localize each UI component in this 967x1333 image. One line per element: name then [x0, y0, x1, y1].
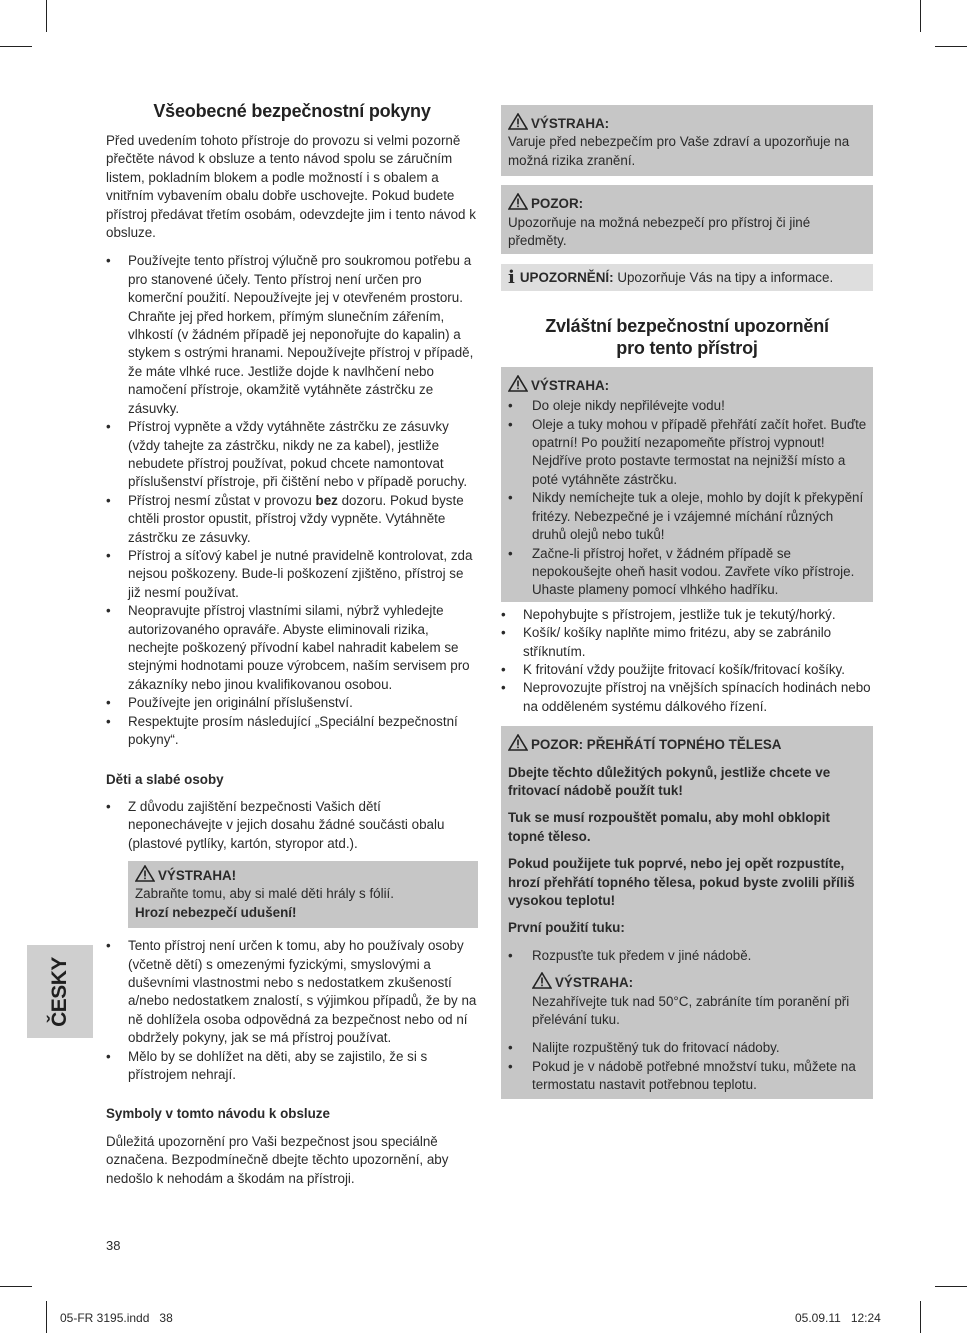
warning-triangle-icon — [135, 865, 155, 882]
vystraha-label: VÝSTRAHA: — [531, 116, 610, 131]
special-warning-box — [501, 367, 873, 602]
list-item: • Nalijte rozpuštěný tuk do fritovací nádoby. — [508, 1039, 867, 1057]
list-item: • Používejte jen originální příslušenství. — [106, 694, 478, 712]
crop-mark — [0, 46, 32, 47]
crop-mark — [935, 1286, 967, 1287]
left-column — [106, 100, 478, 1188]
list-item: • Přístroj vypněte a vždy vytáhněte zástrčku ze zásuvky (vždy tahejte za zástrčku, nikdy ne za kabel), jestliže nebudete přístroj používat, pokud chcete namontovat příslušenství přístroje, při čištění nebo v případě poruchy. — [106, 418, 478, 492]
warning-triangle-icon — [532, 972, 552, 989]
list-item: • Z důvodu zajištění bezpečnosti Vašich dětí neponechávejte v jejich dosahu žádné součásti obalu (plastové pytlíky, kartón, styropor atd.). — [106, 798, 478, 853]
first-use-list — [508, 947, 867, 965]
crop-mark — [46, 1301, 47, 1333]
overheat-box — [501, 726, 873, 1099]
caution-triangle-icon — [508, 193, 528, 210]
crop-mark — [46, 0, 47, 32]
info-icon: i — [508, 267, 515, 289]
language-tab — [27, 945, 93, 1038]
special-warning-label: VÝSTRAHA: — [531, 377, 610, 393]
intro-paragraph: Před uvedením tohoto přístroje do provozu si velmi pozorně přečtěte návod k obsluze a tento návod spolu se záručním listem, pokladním blokem a podle možností i s obalem a vnitřním vybavením obalu dobře uschovejte. Pokud budete přístroj předávat třetím osobám, odevzdejte jim i tento návod k obsluze. — [106, 133, 476, 241]
plain-bullet-list — [501, 606, 873, 716]
pozor-box — [501, 185, 873, 254]
upozorneni-text: Upozorňuje Vás na tipy a informace. — [613, 270, 834, 286]
warning-triangle-icon — [508, 375, 528, 392]
list-item: • K fritování vždy použijte fritovací košík/fritovací košíky. — [501, 661, 873, 679]
footer-file-info: 05-FR 3195.indd 38 — [60, 1311, 173, 1325]
overheat-label: POZOR: PŘEHŘÁTÍ TOPNÉHO TĚLESA — [531, 737, 782, 753]
list-item: • Oleje a tuky mohou v případě přehřátí začít hořet. Buďte opatrní! Po použití nezapomeňte přístroj vypnout! Nejdříve proto postavte termostat na nejnižší místo a poté vytáhněte zástrčku. — [508, 416, 867, 490]
special-warning-list — [508, 397, 867, 599]
inner-warning — [532, 972, 867, 1029]
vystraha-text: Varuje před nebezpečím pro Vaše zdraví a upozorňuje na možná rizika zranění. — [508, 134, 850, 168]
inner-warning-text: Nezahřívejte tuk nad 50°C, zabráníte tím poranění při přelévání tuku. — [532, 993, 850, 1028]
children-list — [106, 798, 478, 853]
page-number: 38 — [106, 1238, 121, 1253]
list-item: • Rozpusťte tuk předem v jiné nádobě. — [508, 947, 867, 965]
special-title-line1: Zvláštní bezpečnostní upozornění — [545, 315, 829, 336]
children-list-2 — [106, 937, 478, 1084]
list-item: • Tento přístroj není určen k tomu, aby ho používaly osoby (včetně dětí) s omezenými fyzickými, smyslovými a duševními vlastnostmi nebo s nedostatkem zkušeností a/nebo nedostatkem znalostí, s výjimkou případů, že by na ně dohlížela osoba odpovědná za bezpečnost nebo od ní obdržely pokyny, jak se má přístroj používat. — [106, 937, 478, 1047]
list-item: • Nepohybujte s přístrojem, jestliže tuk je tekutý/horký. — [501, 606, 873, 624]
warning-text: Zabraňte tomu, aby si malé děti hrály s fólií. — [135, 886, 394, 902]
list-item: • Mělo by se dohlížet na děti, aby se zajistilo, že si s přístrojem nehrají. — [106, 1048, 478, 1085]
crop-mark — [935, 46, 967, 47]
overheat-paragraph: Tuk se musí rozpouštět pomalu, aby mohl obklopit topné těleso. — [508, 810, 830, 844]
symbols-paragraph: Důležitá upozornění pro Vaši bezpečnost jsou speciálně označena. Bezpodmínečně dbejte těchto upozornění, aby nedošlo k nehodám a škodám na přístroji. — [106, 1133, 449, 1186]
language-tab-label: ČESKY — [47, 956, 71, 1027]
crop-mark — [920, 0, 921, 32]
first-use-heading: První použití tuku: — [508, 920, 625, 936]
pozor-text: Upozorňuje na možná nebezpečí pro přístroj či jiné předměty. — [508, 214, 811, 249]
list-item: • Přístroj nesmí zůstat v provozu bez dozoru. Pokud byste chtěli prostor opustit, přístroj vždy vypněte. Vytáhněte zástrčku ze zásuvky. — [106, 492, 478, 547]
list-item: • Neopravujte přístroj vlastními silami, nýbrž vyhledejte autorizovaného opraváře. Abyste eliminovali rizika, nechejte poškozený přívodní kabel nahradit kabelem se stejnými hodnotami pouze výrobcem, naším servisem pro zákazníky nebo jinou kvalifikovanou osobou. — [106, 602, 478, 694]
list-item: • Do oleje nikdy nepřilévejte vodu! — [508, 397, 867, 415]
pozor-label: POZOR: — [531, 196, 584, 212]
inner-warning-label: VÝSTRAHA: — [555, 975, 634, 991]
footer-date-info: 05.09.11 12:24 — [795, 1311, 881, 1325]
crop-mark — [920, 1301, 921, 1333]
first-use-list-2 — [508, 1039, 867, 1094]
list-item: • Přístroj a síťový kabel je nutné pravidelně kontrolovat, zda nejsou poškozeny. Bude-li poškození zjištěno, přístroj se již nesmí používat. — [106, 547, 478, 602]
upozorneni-label: UPOZORNĚNÍ: — [519, 270, 614, 286]
children-heading: Děti a slabé osoby — [106, 772, 224, 788]
crop-mark — [0, 1286, 32, 1287]
list-item: • Neprovozujte přístroj na vnějších spínacích hodinách nebo na odděleném systému dálkového řízení. — [501, 679, 873, 716]
list-item: • Používejte tento přístroj výlučně pro soukromou potřebu a pro stanovené účely. Tento přístroj není určen pro komerční použití. Nepoužívejte jej v otevřeném prostoru. Chraňte jej před horkem, přímým slunečním zářením, vlhkostí (v žádném případě jej neponořujte do kapalin) a stykem s ostrými hranami. Nepoužívejte přístroj v případě, že máte vlhké ruce. Jestliže dojde k navlhčení nebo namočení přístroje, okamžitě vytáhněte zástrčku ze zásuvky. — [106, 252, 478, 418]
warning-emphasis: Hrozí nebezpečí udušení! — [135, 904, 297, 920]
right-column — [501, 105, 873, 1099]
child-warning-box — [128, 861, 478, 928]
symbols-heading: Symboly v tomto návodu k obsluze — [106, 1105, 330, 1121]
caution-triangle-icon — [508, 734, 528, 751]
special-title-line2: pro tento přístroj — [616, 337, 758, 358]
warning-heading: VÝSTRAHA! — [135, 865, 472, 885]
overheat-paragraph: Pokud použijete tuk poprvé, nebo jej opět rozpustíte, hrozí přehřátí topného tělesa, pokud byste zvolili příliš vysokou teplotu! — [508, 856, 855, 908]
warning-triangle-icon — [508, 113, 528, 130]
overheat-paragraph: Dbejte těchto důležitých pokynů, jestliže chcete ve fritovací nádobě použít tuk! — [508, 764, 831, 798]
upozorneni-box — [501, 264, 873, 290]
list-item: • Respektujte prosím následující „Speciální bezpečnostní pokyny“. — [106, 713, 478, 750]
list-item: • Pokud je v nádobě potřebné množství tuku, můžete na termostatu nastavit potřebnou teplotu. — [508, 1058, 867, 1095]
list-item: • Nikdy nemíchejte tuk a oleje, mohlo by dojít k překypění fritézy. Nebezpečné je i vzájemné míchání různých druhů olejů nebo tuků! — [508, 489, 867, 544]
list-item: • Košík/ košíky naplňte mimo fritézu, aby se zabránilo stříknutím. — [501, 624, 873, 661]
vystraha-box — [501, 105, 873, 176]
section-title: Všeobecné bezpečnostní pokyny — [153, 101, 431, 121]
general-safety-list — [106, 252, 478, 749]
list-item: • Začne-li přístroj hořet, v žádném případě se nepokoušejte oheň hasit vodou. Zavřete víko přístroje. Uhaste plameny pomocí vlhkého hadříku. — [508, 545, 867, 600]
